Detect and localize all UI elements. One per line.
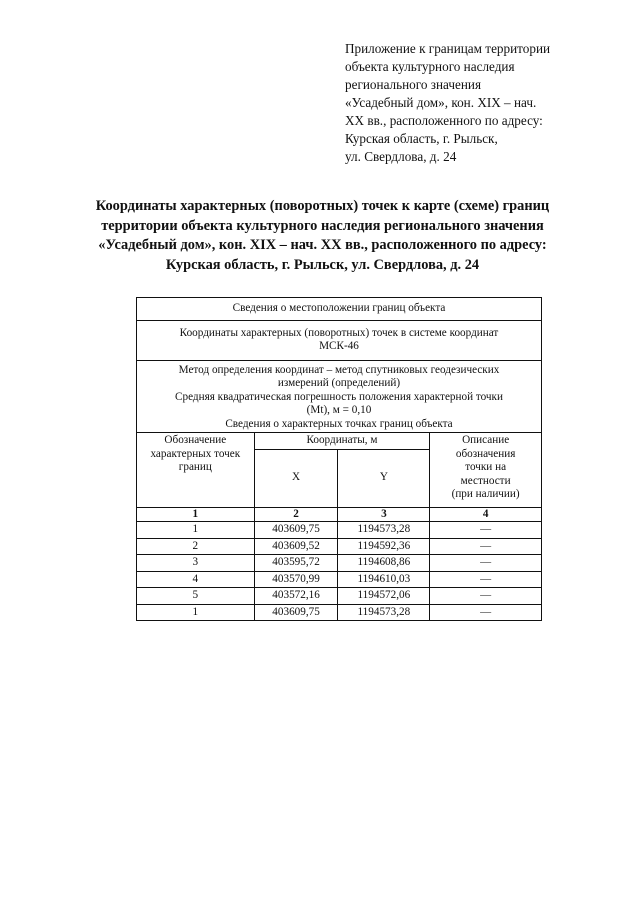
appendix-line: ул. Свердлова, д. 24 (345, 149, 457, 164)
point-description: — (430, 555, 542, 572)
column-header-y: Y (338, 449, 430, 507)
coord-x: 403572,16 (254, 588, 338, 605)
column-number: 4 (430, 507, 542, 522)
coord-x: 403570,99 (254, 571, 338, 588)
point-description: — (430, 522, 542, 539)
header-line: Описание (462, 434, 510, 446)
appendix-note (345, 40, 585, 166)
header-line: Метод определения координат – метод спутниковых геодезических (178, 363, 500, 376)
header-line: Сведения о характерных точках границ объекта (225, 417, 453, 430)
title-line: «Усадебный дом», кон. XIX – нач. XX вв., расположенного по адресу: (98, 237, 547, 253)
point-description: — (430, 604, 542, 621)
header-line: точки на (465, 461, 507, 473)
appendix-line: «Усадебный дом», кон. XIX – нач. (345, 95, 537, 110)
appendix-line: Курская область, г. Рыльск, (345, 131, 498, 146)
header-line: обозначения (455, 447, 516, 460)
point-id: 4 (137, 571, 255, 588)
point-id: 1 (137, 522, 255, 539)
table-row (137, 522, 542, 539)
header-line: Обозначение (164, 434, 227, 446)
coordinates-table (136, 297, 542, 621)
point-description: — (430, 571, 542, 588)
table-header-location: Сведения о местоположении границ объекта (137, 298, 542, 321)
header-line: характерных точек (150, 447, 241, 460)
table-row (137, 604, 542, 621)
appendix-line: XX вв., расположенного по адресу: (345, 113, 543, 128)
column-header-designation (137, 433, 255, 508)
coord-y: 1194608,86 (338, 555, 430, 572)
coord-y: 1194592,36 (338, 538, 430, 555)
title-line: Курская область, г. Рыльск, ул. Свердлова, д. 24 (165, 256, 480, 273)
column-number: 2 (254, 507, 338, 522)
point-description: — (430, 538, 542, 555)
header-line: Средняя квадратическая погрешность положения характерной точки (175, 390, 503, 403)
table-row (137, 538, 542, 555)
header-line: границ (178, 461, 212, 473)
header-line: (Mt), м = 0,10 (306, 404, 372, 416)
header-line: Координаты характерных (поворотных) точек в системе координат (179, 326, 499, 339)
table-header-coordinate-system (137, 320, 542, 360)
point-description: — (430, 588, 542, 605)
coord-y: 1194573,28 (338, 604, 430, 621)
column-header-x: X (254, 449, 338, 507)
header-line: (при наличии) (451, 488, 520, 500)
coord-y: 1194573,28 (338, 522, 430, 539)
coord-y: 1194572,06 (338, 588, 430, 605)
title-line: Координаты характерных (поворотных) точек к карте (схеме) границ (95, 198, 550, 214)
header-line: местности (460, 474, 511, 487)
column-number: 1 (137, 507, 255, 522)
coord-x: 403609,52 (254, 538, 338, 555)
appendix-line: Приложение к границам территории (345, 41, 551, 56)
title-line: территории объекта культурного наследия регионального значения (101, 217, 544, 234)
column-header-description (430, 433, 542, 508)
coord-x: 403595,72 (254, 555, 338, 572)
header-line: измерений (определений) (277, 377, 401, 389)
point-id: 2 (137, 538, 255, 555)
table-header-method (137, 360, 542, 433)
point-id: 1 (137, 604, 255, 621)
column-number: 3 (338, 507, 430, 522)
document-title (60, 197, 585, 275)
header-line: МСК-46 (319, 340, 359, 352)
coord-y: 1194610,03 (338, 571, 430, 588)
column-header-coordinates: Координаты, м (254, 433, 430, 450)
table-row (137, 571, 542, 588)
point-id: 5 (137, 588, 255, 605)
point-id: 3 (137, 555, 255, 572)
table-row (137, 588, 542, 605)
coord-x: 403609,75 (254, 522, 338, 539)
coord-x: 403609,75 (254, 604, 338, 621)
appendix-line: регионального значения (345, 77, 482, 92)
appendix-line: объекта культурного наследия (345, 59, 515, 74)
table-row (137, 555, 542, 572)
